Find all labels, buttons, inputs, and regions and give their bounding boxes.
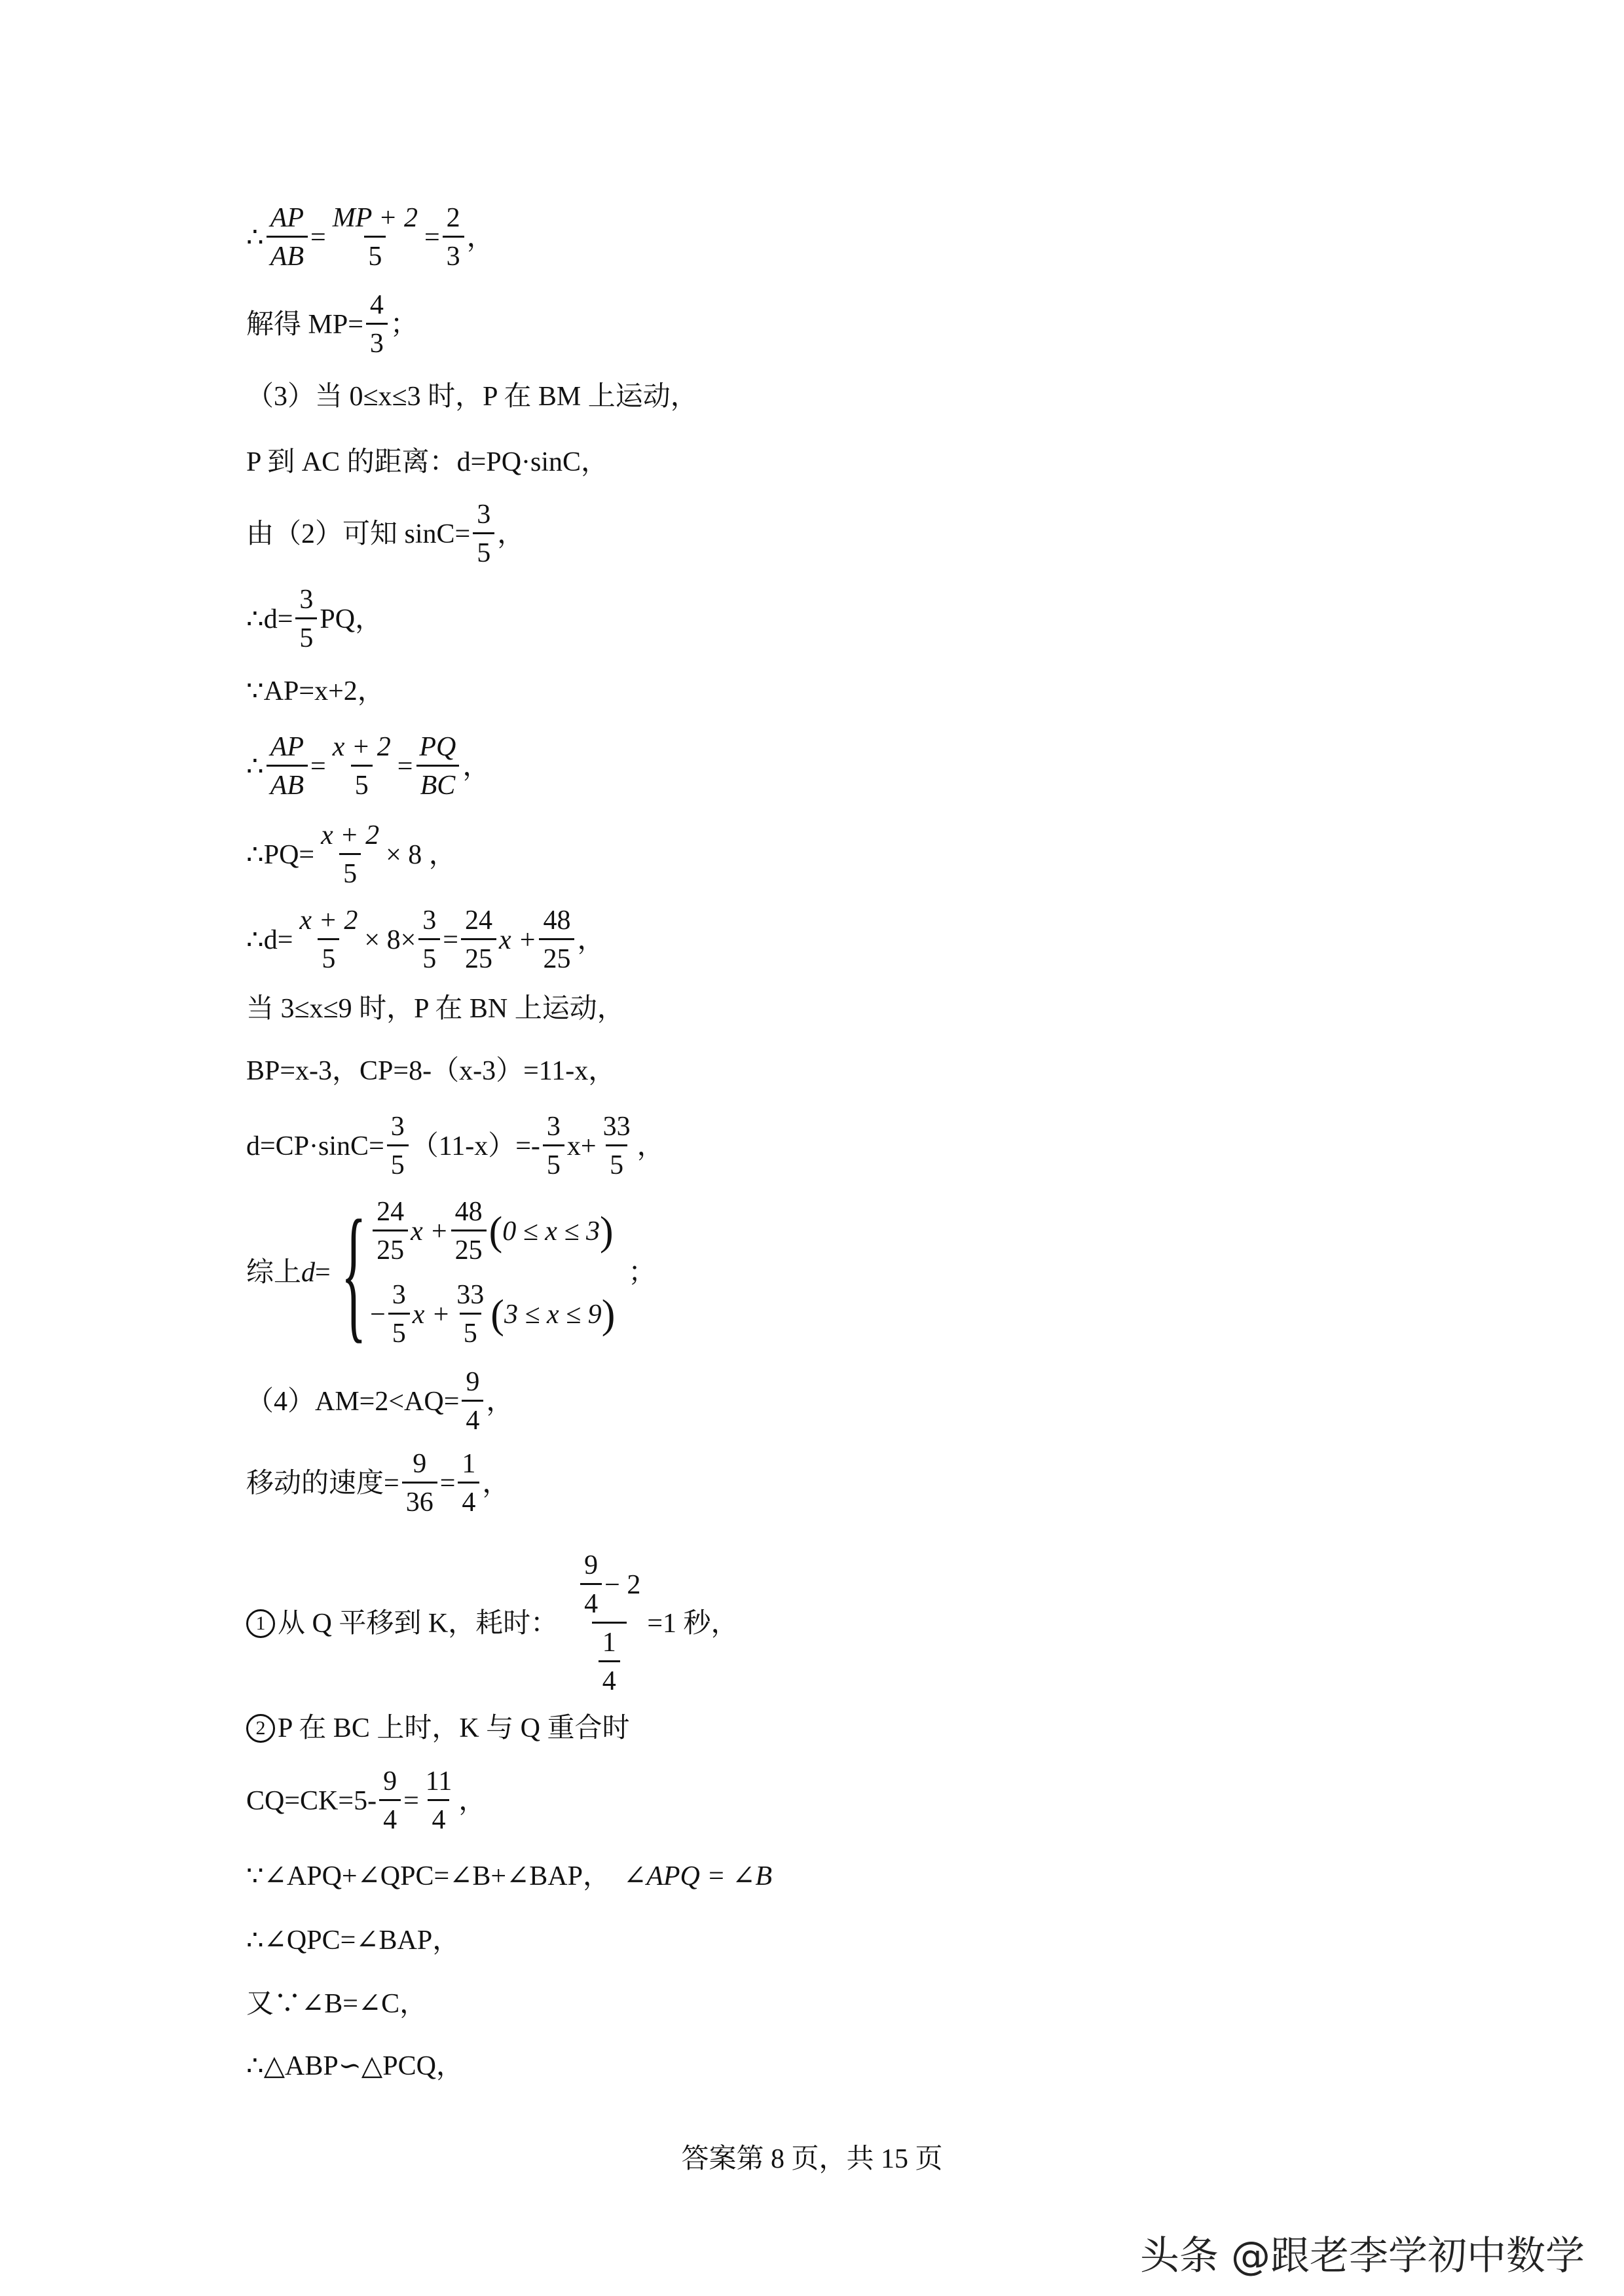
line-part3-heading [246,383,698,410]
fraction [543,1113,564,1179]
denominator: 5 [364,236,386,270]
numerator: 3 [477,500,491,530]
line-d-expression [246,907,604,973]
numerator: 9 [466,1367,480,1397]
variable: x + [412,1299,451,1330]
fraction [462,1368,483,1434]
punctuation: ， [482,1468,510,1499]
equals: = [315,1258,331,1288]
denominator: 5 [387,1144,409,1179]
denominator: 25 [461,938,496,973]
variable: x + [498,924,537,955]
text: PQ， [320,604,383,634]
fraction [295,586,317,652]
line-angle-b-c [246,1990,427,2018]
denominator: 5 [295,617,317,652]
text: × 8× [364,924,416,955]
denominator: AB [267,236,308,270]
fraction [415,733,460,799]
condition: 3 ≤ x ≤ 9 [504,1299,602,1330]
denominator: AB [267,765,308,799]
text: 移动的速度= [246,1468,399,1499]
left-brace: { [341,1189,367,1356]
fraction [580,1552,602,1618]
case-row [370,1281,615,1347]
fraction [451,1198,487,1264]
punctuation: ， [497,519,525,549]
denominator: 4 [379,1799,401,1834]
watermark: 头条 @跟老李学初中数学 [1139,2233,1585,2279]
text: d=CP·sinC= [246,1131,384,1161]
fraction [443,204,464,270]
line-similar-triangles [246,2052,464,2080]
numerator: 3 [392,1280,406,1310]
equals: = [397,751,413,782]
circled-number: 2 [246,1714,275,1743]
numerator: 3 [390,1112,405,1142]
text: 又∵∠B=∠C， [246,1989,428,2019]
numerator: MP + 2 [332,203,418,233]
numerator: 9 [383,1766,397,1796]
numerator: 24 [377,1197,405,1227]
fraction [402,1450,437,1516]
line-time-q-to-k [246,1552,739,1695]
piecewise-cases [331,1189,616,1356]
line-sinc [246,501,525,567]
fraction [329,733,395,799]
denominator: 5 [318,938,339,973]
text: ∵∠APQ+∠QPC=∠B+∠BAP， [246,1861,610,1891]
text: 综上 [246,1258,302,1288]
fraction [329,204,422,270]
math-expression: ∠APQ = ∠B [623,1861,773,1891]
punctuation: ， [458,1785,487,1816]
denominator: BC [416,765,460,799]
denominator: 4 [462,1400,483,1434]
line-ratio-pq [246,733,490,799]
condition: 0 ≤ x ≤ 3 [502,1216,600,1247]
numerator: PQ [419,732,456,762]
text: 从 Q 平移到 K，耗时： [278,1608,559,1639]
equals: = [424,222,440,253]
punctuation: ； [628,1258,656,1288]
equals: = [443,924,458,955]
line-part4-heading [246,1368,513,1434]
denominator: 36 [402,1482,437,1516]
denominator: 4 [428,1799,449,1834]
numerator: AP [270,732,304,762]
equals: = [439,1468,456,1499]
therefore-symbol: ∴ [246,751,264,782]
numerator [574,1552,644,1622]
page-footer: 答案第 8 页，共 15 页 [681,2144,943,2174]
equals: = [310,751,326,782]
fraction [267,204,308,270]
numerator: 4 [369,290,384,320]
numerator: AP [270,203,304,233]
text: CQ=CK=5- [246,1785,377,1816]
line-case-bn [246,995,625,1023]
denominator: 5 [388,1313,410,1347]
line-solve-mp [246,291,418,357]
numerator: 2 [446,203,460,233]
fraction [539,907,574,973]
fraction [379,1768,401,1834]
punctuation: ， [466,222,494,253]
minus: − [370,1299,386,1330]
denominator: 5 [339,853,361,888]
fraction [267,733,308,799]
numerator: 48 [543,905,571,936]
fraction [452,1281,488,1347]
paren: ( [490,1292,504,1337]
line-pq-value [246,822,456,888]
fraction [388,1281,410,1347]
line-ap [246,678,385,705]
text: ∴d= [246,604,293,634]
numerator: 1 [602,1628,616,1658]
variable: x + [411,1216,449,1247]
denominator: 4 [580,1583,602,1618]
line-d-cp [246,1113,665,1179]
punctuation: ， [462,751,490,782]
numerator: 33 [602,1112,631,1142]
text: × 8 ， [386,839,456,870]
denominator: 4 [458,1482,479,1516]
fraction [317,822,383,888]
line-speed [246,1450,509,1516]
text: − 2 [604,1569,641,1600]
fraction [599,1629,620,1695]
denominator: 4 [599,1660,620,1695]
denominator: 5 [473,532,494,567]
numerator: 24 [464,905,492,936]
denominator: 25 [373,1230,408,1264]
denominator: 5 [460,1313,481,1347]
numerator: x + 2 [332,732,391,762]
denominator: 25 [539,938,574,973]
text: （3）当 0≤x≤3 时，P 在 BM 上运动， [246,382,698,412]
punctuation: ， [637,1131,665,1161]
circled-number: 1 [246,1609,275,1638]
numerator: x + 2 [299,905,358,936]
numerator: 3 [546,1112,561,1142]
denominator: 5 [543,1144,564,1179]
therefore-symbol: ∴ [246,222,264,253]
denominator: 5 [351,765,373,799]
numerator: 3 [299,585,314,615]
line-angle-qpc [246,1927,460,1954]
equals: = [403,1785,419,1816]
text: P 到 AC 的距离：d=PQ·sinC， [246,447,609,477]
denominator [592,1622,627,1695]
numerator: 9 [584,1550,599,1580]
fraction [473,501,494,567]
text: P 在 BC 上时，K 与 Q 重合时 [278,1713,630,1743]
line-k-q-coincide [246,1714,630,1743]
numerator: 1 [462,1449,476,1479]
denominator: 5 [606,1144,627,1179]
line-cq-ck [246,1768,486,1834]
fraction [461,907,496,973]
fraction [366,291,388,357]
numerator: x + 2 [321,820,380,850]
text: （4）AM=2<AQ= [246,1386,460,1417]
paren: ) [600,1209,614,1254]
text: =1 秒， [647,1608,739,1639]
fraction [599,1113,635,1179]
text: ∴△ABP∽△PCQ， [246,2051,464,2081]
denominator: 5 [418,938,440,973]
text: ∵AP=x+2， [246,676,385,706]
paren: ) [601,1292,616,1337]
punctuation: ， [577,924,605,955]
punctuation: ， [486,1386,514,1417]
text: 当 3≤x≤9 时，P 在 BN 上运动， [246,994,625,1024]
variable: d [301,1258,316,1288]
denominator: 25 [451,1230,487,1264]
line-d-pq [246,586,382,652]
fraction [373,1198,408,1264]
line-bp-cp [246,1057,616,1085]
text: BP=x-3，CP=8-（x-3）=11-x， [246,1056,616,1086]
numerator: 9 [413,1449,427,1479]
denominator: 3 [443,236,464,270]
numerator: 11 [425,1766,452,1796]
line-ratio-mp [246,204,494,270]
line-distance-def [246,448,608,476]
compound-fraction [574,1552,644,1695]
fraction [387,1113,409,1179]
text: ∴PQ= [246,839,315,870]
numerator: 33 [456,1280,485,1310]
case-row [370,1198,615,1264]
text: 解得 MP= [246,309,363,340]
text: ∴∠QPC=∠BAP， [246,1925,460,1956]
text: ∴d= [246,924,293,955]
fraction [458,1450,479,1516]
line-piecewise [246,1189,656,1356]
fraction [418,907,440,973]
numerator: 3 [422,905,437,936]
denominator: 3 [366,323,388,357]
punctuation: ； [390,309,418,340]
paren: ( [489,1209,503,1254]
numerator: 48 [454,1197,483,1227]
text: （11-x）=- [411,1131,540,1161]
equals: = [310,222,326,253]
text: 由（2）可知 sinC= [246,519,471,549]
text: x+ [566,1131,597,1161]
line-angle-sum [246,1863,772,1890]
fraction [295,907,361,973]
fraction [422,1768,456,1834]
